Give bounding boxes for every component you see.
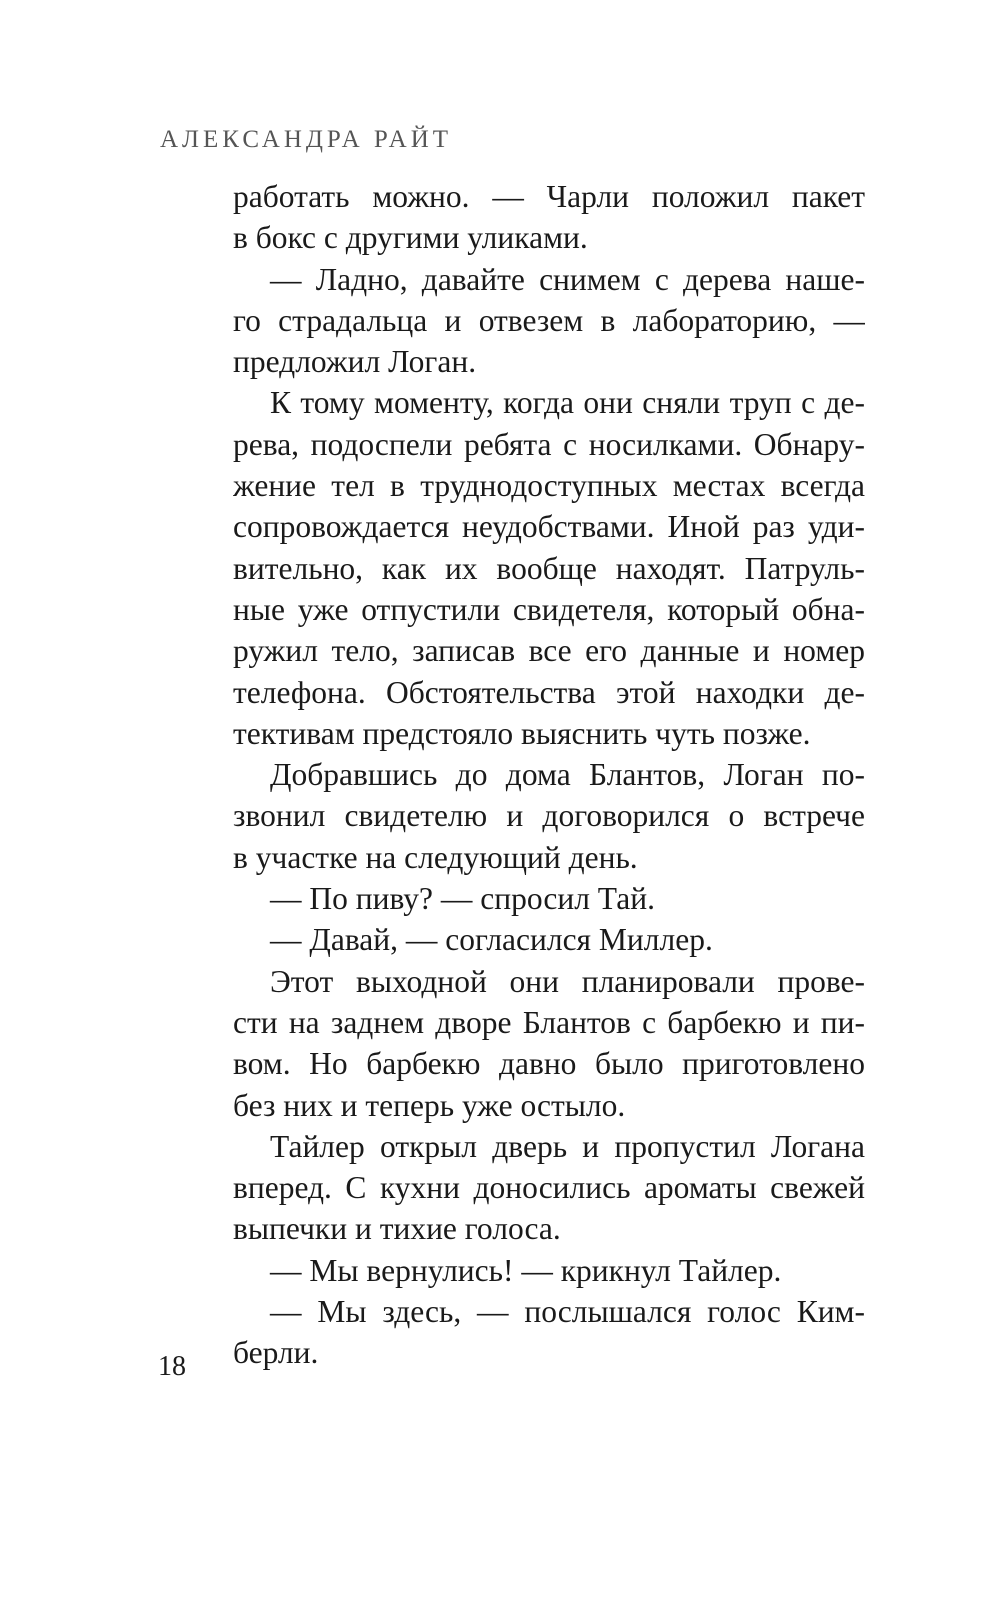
text-line: рева, подоспели ребята с носилками. Обнару- — [233, 426, 865, 462]
text-line: сопровождается неудобствами. Иной раз уди- — [233, 509, 865, 545]
text-line: предложил Логан. — [233, 344, 477, 380]
text-line: Тайлер открыл дверь и пропустил Логана — [270, 1128, 865, 1164]
text-line: телефона. Обстоятельства этой находки де- — [233, 674, 865, 710]
text-line: Этот выходной они планировали прове- — [270, 963, 865, 999]
text-line: — Ладно, давайте снимем с дерева наше- — [270, 261, 865, 297]
text-line: тективам предстояло выяснить чуть позже. — [233, 715, 811, 751]
text-line: го страдальца и отвезем в лабораторию, — — [233, 302, 865, 338]
running-head: АЛЕКСАНДРА РАЙТ — [160, 126, 453, 153]
text-line: — Мы вернулись! — крикнул Тайлер. — [270, 1252, 782, 1288]
text-line: звонил свидетелю и договорился о встрече — [233, 798, 865, 834]
text-line: сти на заднем дворе Блантов с барбекю и пи- — [233, 1004, 865, 1040]
text-line: вительно, как их вообще находят. Патруль- — [233, 550, 865, 586]
text-line: работать можно. — Чарли положил пакет — [233, 179, 865, 214]
text-line: без них и теперь уже остыло. — [233, 1087, 626, 1123]
text-line: вперед. С кухни доносились ароматы свежей — [233, 1170, 865, 1206]
text-line: Добравшись до дома Блантов, Логан по- — [270, 757, 865, 793]
text-line: ружил тело, записав все его данные и номер — [233, 633, 865, 669]
text-line: жение тел в труднодоступных местах всегда — [233, 468, 865, 504]
text-line: вом. Но барбекю давно было приготовлено — [233, 1046, 865, 1082]
text-line: в участке на следующий день. — [233, 839, 638, 875]
page-number: 18 — [158, 1351, 186, 1382]
text-line: — Мы здесь, — послышался голос Ким- — [270, 1294, 865, 1330]
text-line: — Давай, — согласился Миллер. — [270, 922, 713, 958]
body-text — [233, 176, 865, 1374]
text-line: в бокс с другими уликами. — [233, 220, 588, 256]
text-line: ные уже отпустили свидетеля, который обна- — [233, 591, 865, 627]
text-line: берли. — [233, 1335, 319, 1371]
text-line: выпечки и тихие голоса. — [233, 1211, 561, 1247]
text-line: К тому моменту, когда они сняли труп с де- — [270, 385, 865, 421]
text-line: — По пиву? — спросил Тай. — [270, 881, 655, 917]
